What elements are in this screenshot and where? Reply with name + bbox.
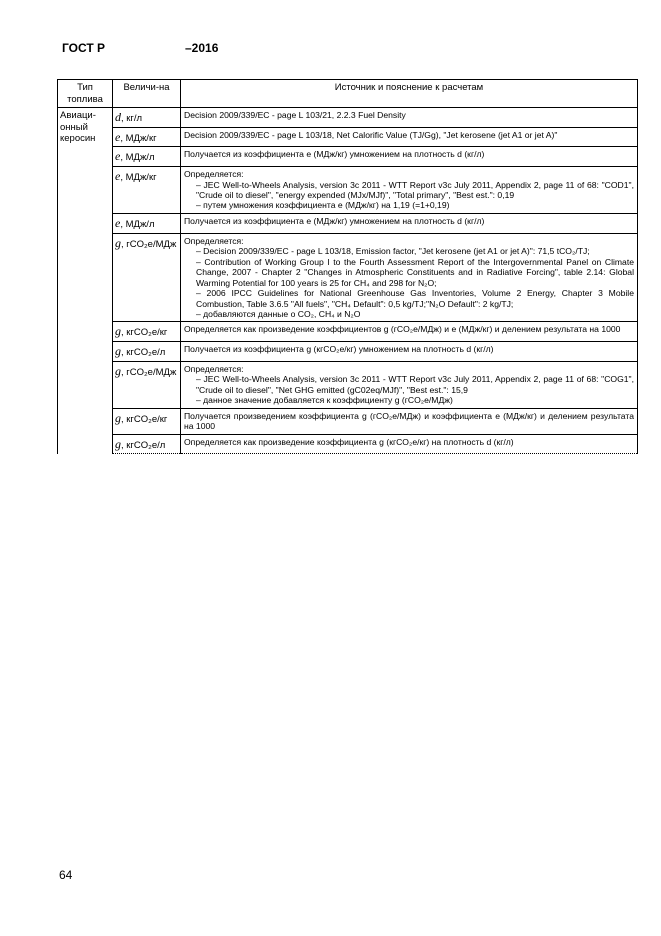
page-number: 64: [59, 868, 73, 882]
quantity-symbol: e: [115, 149, 121, 164]
table-row: [58, 342, 638, 362]
source-text-line: Получается из коэффициента e (МДж/кг) умножением на плотность d (кг/л): [184, 149, 485, 160]
quantity-unit: , кгCO₂е/л: [121, 439, 166, 451]
table-row: [58, 322, 638, 342]
table-row: [58, 108, 638, 128]
quantity-unit: , кгCO₂е/кг: [121, 413, 168, 425]
standard-label: ГОСТ Р: [62, 41, 106, 55]
quantity-symbol: g: [115, 410, 121, 425]
quantity-symbol: e: [115, 169, 121, 184]
column-header-source: Источник и пояснение к расчетам: [181, 80, 638, 108]
source-cell: [181, 233, 638, 322]
quantity-unit: , гCO₂е/МДж: [121, 366, 177, 378]
quantity-cell: [113, 213, 181, 233]
table-row: [58, 167, 638, 214]
quantity-cell: [113, 147, 181, 167]
source-cell: [181, 147, 638, 167]
quantity-symbol: e: [115, 129, 121, 144]
source-text-line: Decision 2009/339/EC - page L 103/18, Net Calorific Value (TJ/Gg), "Jet kerosene (jet A1 or jet A)": [184, 129, 558, 140]
quantity-cell: [113, 127, 181, 147]
source-cell: [181, 408, 638, 434]
quantity-symbol: g: [115, 235, 121, 250]
source-cell: [181, 361, 638, 408]
quantity-unit: , кгCO₂е/кг: [121, 327, 168, 339]
quantity-symbol: g: [115, 436, 121, 451]
column-header-quantity: Величи-на: [113, 80, 181, 108]
table-body: [58, 108, 638, 454]
fuel-type-cell: Авиаци-онный керосин: [58, 108, 113, 454]
quantity-cell: [113, 408, 181, 434]
column-header-fuel-type: Тип топлива: [58, 80, 113, 108]
quantity-unit: , кг/л: [121, 113, 143, 125]
source-text-line: Получается из коэффициента g (кгCO₂е/кг) умножением на плотность d (кг/л): [184, 344, 494, 355]
source-text-line: Decision 2009/339/EC - page L 103/21, 2.2.3 Fuel Density: [184, 110, 406, 121]
document-header: [62, 41, 219, 55]
source-cell: [181, 434, 638, 454]
table-row: [58, 147, 638, 167]
source-cell: [181, 167, 638, 214]
quantity-cell: [113, 233, 181, 322]
source-cell: [181, 108, 638, 128]
quantity-cell: [113, 434, 181, 454]
source-text-line: – добавляются данные о CO₂, CH₄ и N₂O: [196, 308, 361, 319]
source-text-line: – JEC Well-to-Wheels Analysis, version 3c 2011 - WTT Report v3c July 2011, Appendix 2, page 11 of 68: "COD1", "Crude oil to diesel", "energy expended (MJx/MJf)", "Total primary", "Best est.": 0,19: [196, 179, 634, 200]
standard-year: –2016: [185, 41, 219, 55]
source-text-line: – Decision 2009/339/EC - page L 103/18, Emission factor, "Jet kerosene (jet A1 or jet A)": 71,5 tCO₂/TJ;: [196, 246, 590, 257]
quantity-unit: , гCO₂е/МДж: [121, 238, 177, 250]
table-row: [58, 408, 638, 434]
quantity-unit: , МДж/л: [120, 218, 155, 230]
quantity-unit: , МДж/кг: [120, 172, 157, 184]
source-text-line: Определяется:: [184, 169, 244, 180]
source-cell: [181, 127, 638, 147]
source-cell: [181, 322, 638, 342]
quantity-unit: , МДж/л: [120, 152, 155, 164]
calculation-sources-table: [57, 79, 637, 454]
source-text-line: Определяется как произведение коэффициента g (кгCO₂е/кг) на плотность d (кг/л): [184, 436, 514, 447]
source-text-line: Определяется как произведение коэффициентов g (гCO₂е/МДж) и e (МДж/кг) и делением результата на 1000: [184, 324, 621, 335]
quantity-symbol: e: [115, 215, 121, 230]
quantity-cell: [113, 361, 181, 408]
source-cell: [181, 213, 638, 233]
quantity-symbol: d: [115, 110, 121, 125]
table-row: [58, 361, 638, 408]
source-text-line: Определяется:: [184, 363, 244, 374]
quantity-symbol: g: [115, 363, 121, 378]
source-text-line: – 2006 IPCC Guidelines for National Greenhouse Gas Inventories, Volume 2 Energy, Chapter 3 Mobile Combustion, Table 3.6.5 "All fuels", "CH₄ Default": 0,5 kg/TJ;"N₂O Default": 2 kg/TJ;: [196, 288, 634, 309]
table-row: [58, 233, 638, 322]
quantity-unit: , МДж/кг: [120, 132, 157, 144]
quantity-symbol: g: [115, 344, 121, 359]
table-row: [58, 213, 638, 233]
source-text-line: – путем умножения коэффициента e (МДж/кг) на 1,19 (=1+0,19): [196, 200, 450, 211]
table-header-row: [58, 80, 638, 108]
quantity-cell: [113, 167, 181, 214]
quantity-unit: , кгCO₂е/л: [121, 347, 166, 359]
source-cell: [181, 342, 638, 362]
source-text-line: – данное значение добавляется к коэффициенту g (гCO₂е/МДж): [196, 395, 453, 406]
source-text-line: Получается из коэффициента e (МДж/кг) умножением на плотность d (кг/л): [184, 215, 485, 226]
table-row: [58, 127, 638, 147]
table-row: [58, 434, 638, 454]
quantity-cell: [113, 342, 181, 362]
source-text-line: – Contribution of Working Group I to the Fourth Assessment Report of the Intergovernmental Panel on Climate Change, 2007 - Chapter 2 "Changes in Atmospheric Constituents and in Radiative Forcing", table 2.14: Global Warming Potential for 100 years is 25 for CH₄ and 298 for N₂O;: [196, 256, 634, 288]
source-text-line: Определяется:: [184, 235, 244, 246]
quantity-symbol: g: [115, 324, 121, 339]
quantity-cell: [113, 108, 181, 128]
source-text-line: Получается произведением коэффициента g (гCO₂е/МДж) и коэффициента e (МДж/кг) и делением результата на 1000: [184, 410, 634, 432]
source-text-line: – JEC Well-to-Wheels Analysis, version 3c 2011 - WTT Report v3c July 2011, Appendix 2, page 11 of 68: "COG1", "Crude oil to diesel", "Net GHG emitted (gC02eq/MJf)", "Best est.": 15,9: [196, 374, 634, 395]
quantity-cell: [113, 322, 181, 342]
